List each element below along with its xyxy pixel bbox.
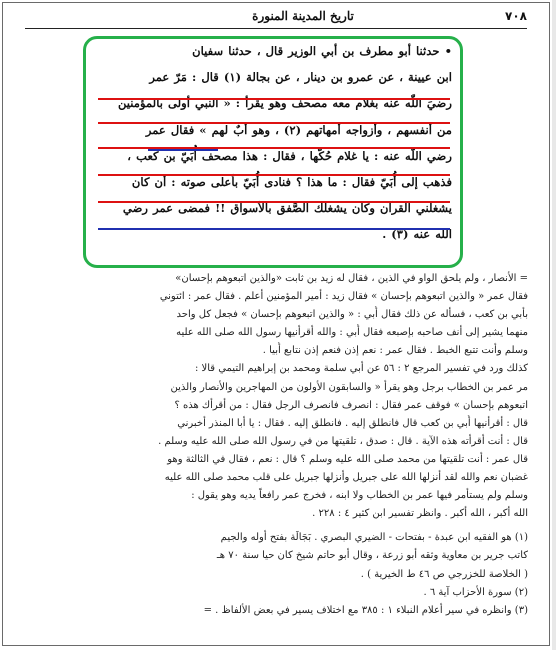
main-line: فذهب إلى أُبَيّ فقال : ما هذا ؟ فنادى أُبَيّ بأعلى صوته : أن كان [131,174,452,189]
footnote-line: مر عمر بن الخطاب برجل وهو يقرأ « والسابقون الأولون من المهاجرين والأنصار والذين [170,381,528,393]
footnote-line: = الأنصار ، ولم يلحق الواو في الذين ، فقال له زيد بن ثابت «والذين اتبعوهم بإحسان» [175,273,528,284]
footnote-line: بأبي بن كعب ، فسأله عن ذلك فقال أُبي : « والذين اتبعوهم بإحسان » فجعل كل واحد [176,309,528,321]
main-line: من أنفسهم ، وأزواجه أمهاتهم (٢) ، وهو أبٌ لهم » فقال عمر [145,122,452,137]
footnote-line: قال : أقرأنيها أُبي بن كعب قال فانطلق إليه . فانطلق إليه . فقال : يا أبا المنذر أخبرني [177,417,528,429]
main-line: • حدثنا أبو مطرف بن أبي الوزير قال ، حدثنا سفيان [192,44,452,58]
footnote-line: وسلم وأنت تتبع الخبط . فقال عمر : نعم إذن فنعم إذن نتابع أُبيا . [262,345,528,357]
footnote-line: قال عمر : أنت تلقيتها من محمد صلى الله عليه وسلم ؟ قال : نعم ، فقال في الثالثة وهو [167,453,528,465]
running-title: تاريخ المدينة المنورة [252,9,354,23]
footnote-line: وسلم ولم يستأمر فيها عمر بن الخطاب ولا ابنه ، فخرج عمر رافعاً يديه وهو يقول : [191,490,528,502]
page-number: ٧٠٨ [505,9,527,23]
footnote-line: (٣) وانظره في سير أعلام النبلاء ١ : ٣٨٥ مع اختلاف يسير في بعض الألفاظ . = [203,604,528,616]
footnote-line: فقال عمر « والذين اتبعوهم بإحسان » فقال زيد : أمير المؤمنين أعلم . فقال عمر : ائتوني [159,291,528,303]
blue-underline [148,149,218,151]
footnote-line: الله أكبر ، الله أكبر . وانظر تفسير ابن كثير ٤ : ٢٢٨ . [312,508,528,520]
footnote-line: (١) هو الفقيه ابن عبدة - بفتحات - الضيري البصري . بَجَالَة بفتح أوله والجيم [220,532,528,544]
footnote-line: اتبعوهم بإحسان » فوقف عمر فقال : انصرف فانصرف الرجل فقال : من أقرأك هذه ؟ [174,399,528,411]
red-underline [98,122,450,124]
main-line: رضيَ اللّٰه عنه بغلام معه مصحف وهو يقرأ : « النبي أولى بالمؤمنين [117,96,452,111]
blue-underline [98,228,450,230]
main-line: ابن عيينة ، عن عمرو بن دينار ، عن بجالة (١) قال : مَرّ عمر [149,70,452,85]
red-underline [98,98,450,100]
header-rule [25,28,527,29]
main-hadith-text [96,38,452,248]
main-line: الله عنه (٣) . [382,227,452,242]
footnote-line: ( الخلاصة للخزرجي ص ٤٦ ط الخيرية ) . [360,568,528,580]
footnote-line: قال : أنت أقرأته هذه الآية . قال : صدق ، تلقيتها من في رسول الله صلى الله عليه وسلم . [158,435,528,447]
main-line: يشغلني القرآن وكان يشغلك الصَّفق بالأسواق !! فمضى عمر رضي [122,201,452,216]
footnote-line: كذلك ورد في تفسير المرجع ٢ : ٥٦ عن أبي سلمة ومحمد بن إبراهيم التيمي قالا : [194,363,528,375]
red-underline [98,174,450,176]
footnote-line: غضبان نعم والله لقد أنزلها الله على جبريل وأنزلها جبريل على قلب محمد صلى الله عليه [164,472,528,484]
footnotes [28,270,528,620]
red-underline [98,201,450,203]
footnote-line: كاتب جرير بن معاوية وثقه أبو زرعة ، وقال أبو حاتم شيخ كان حيا سنة ٧٠ هـ [216,550,528,562]
scroll-edge [552,0,556,650]
main-line: رضي اللّٰه عنه : يا غلام حُكّها ، فقال : هذا مصحف أُبَيّ بن كعب ، [127,148,452,163]
footnote-line: (٢) سورة الأحزاب آية ٦ . [423,586,528,598]
footnote-line: منهما يشير إلى أنف صاحبه بإصبعه فقال أُبي : والله أقرأنيها رسول الله صلى الله عليه [176,327,528,339]
